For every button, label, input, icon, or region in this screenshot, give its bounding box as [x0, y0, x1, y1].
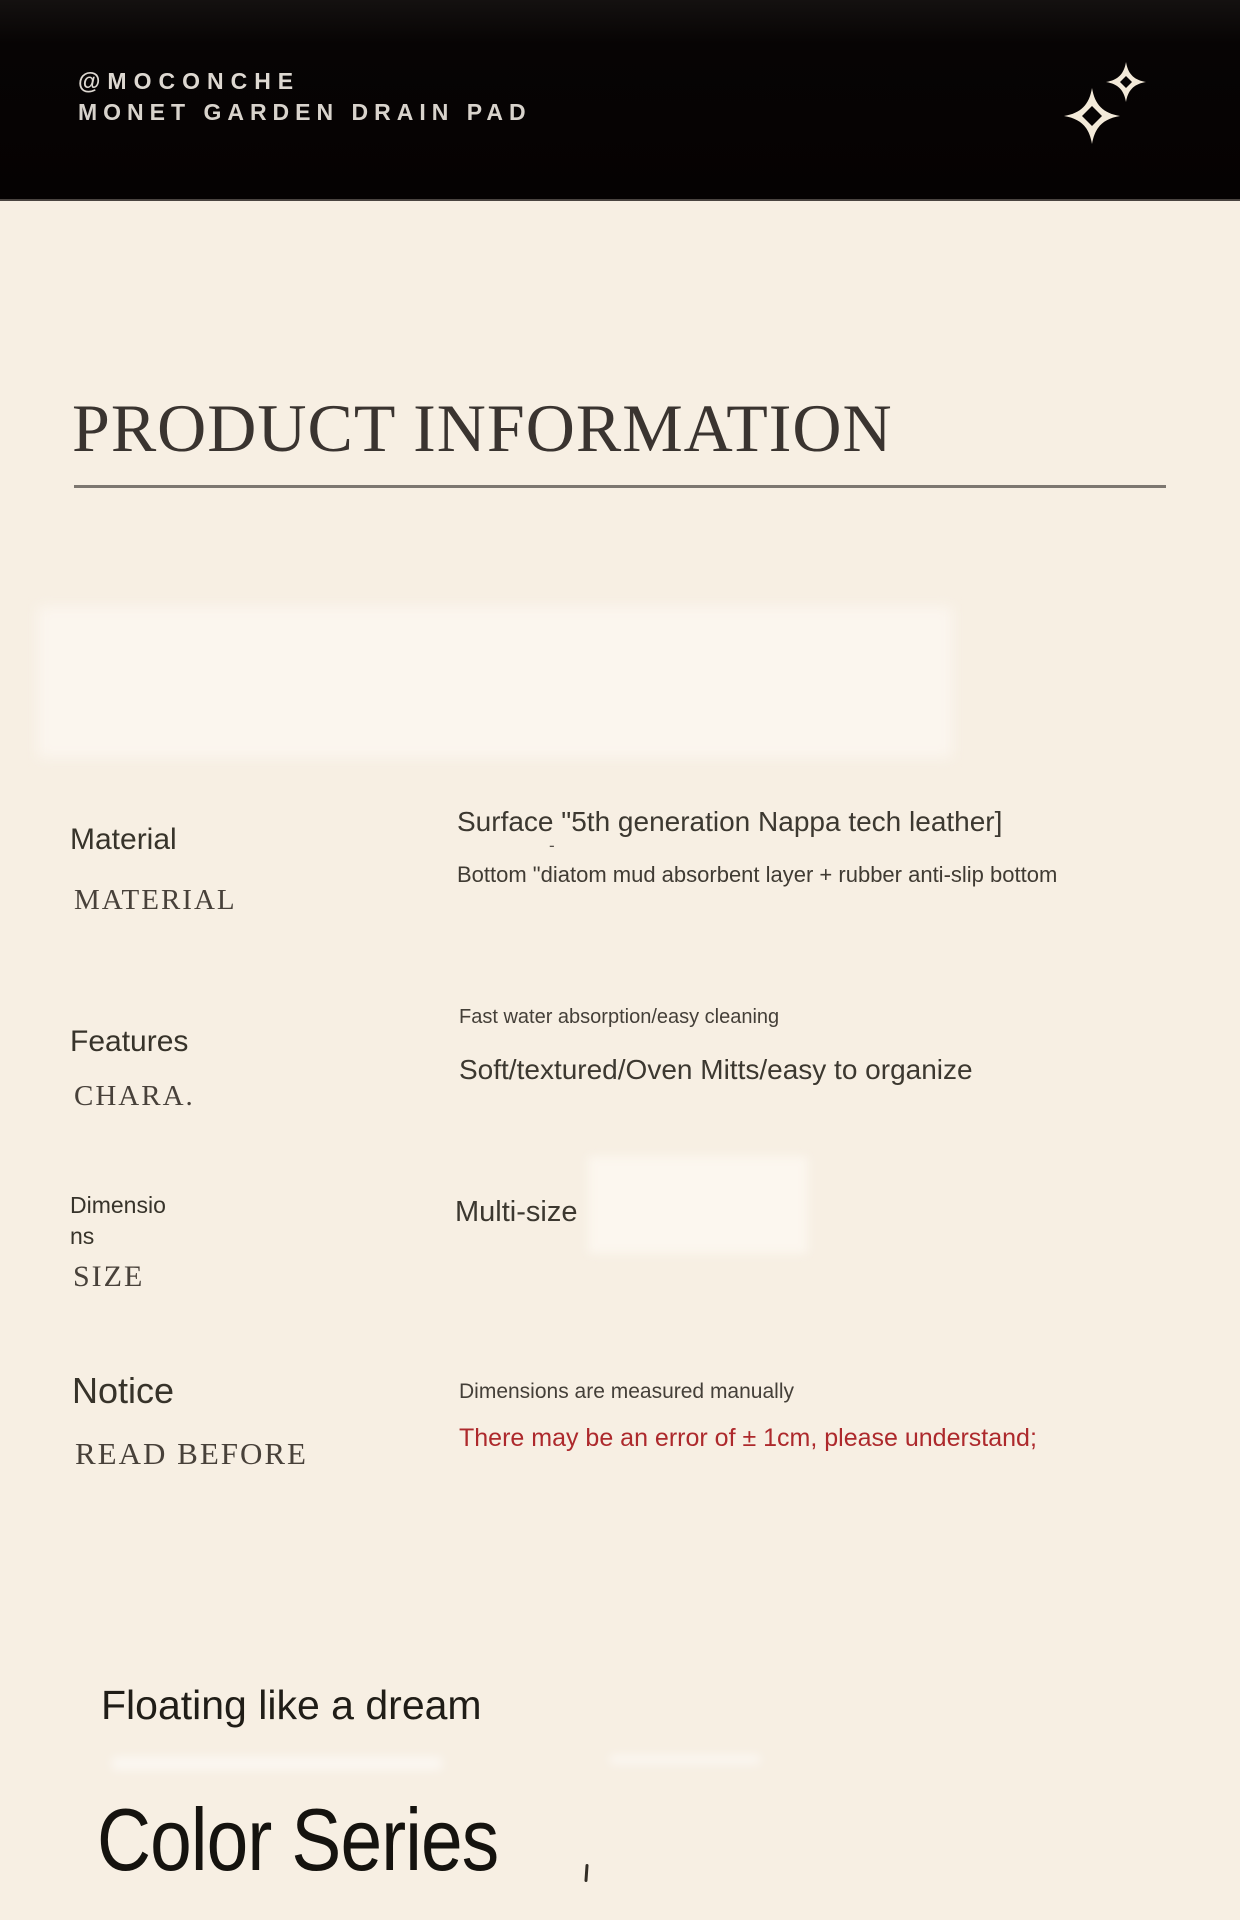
material-sublabel: MATERIAL: [74, 884, 237, 916]
color-series-heading: Color Series: [97, 1790, 499, 1889]
notice-sublabel: READ BEFORE: [75, 1436, 308, 1471]
dimensions-label-line2: ns: [70, 1223, 95, 1249]
sparkle-icon: [1056, 56, 1156, 151]
notice-small-text: Dimensions are measured manually: [459, 1380, 794, 1403]
material-dash: -: [549, 836, 555, 855]
dimensions-value: Multi-size: [455, 1196, 578, 1228]
dimensions-label-line1: Dimensio: [70, 1192, 166, 1218]
stray-mark: [584, 1864, 588, 1882]
notice-warning-text: There may be an error of ± 1cm, please understand;: [459, 1424, 1037, 1452]
erased-text-smudge: [610, 1755, 760, 1764]
header-bar: [0, 0, 1240, 201]
footer-tagline: Floating like a dream: [101, 1682, 482, 1728]
dimensions-label: [70, 1190, 166, 1252]
features-main-text: Soft/textured/Oven Mitts/easy to organize: [459, 1054, 973, 1085]
brand-block: [78, 66, 532, 128]
dimensions-sublabel: SIZE: [73, 1260, 145, 1293]
brand-handle: @MOCONCHE: [78, 68, 301, 94]
features-sublabel: CHARA.: [74, 1080, 195, 1112]
faded-size-image-area: [588, 1156, 808, 1254]
features-label: Features: [70, 1025, 189, 1058]
page-title: PRODUCT INFORMATION: [72, 390, 893, 466]
faded-image-area: [37, 606, 953, 758]
material-bottom-text: Bottom "diatom mud absorbent layer + rubber anti-slip bottom: [457, 862, 1058, 887]
material-surface-text: Surface "5th generation Nappa tech leather]: [457, 806, 1003, 837]
notice-label: Notice: [72, 1370, 175, 1411]
title-underline: [74, 485, 1166, 488]
erased-text-smudge: [112, 1757, 442, 1770]
features-small-text: Fast water absorption/easy cleaning: [459, 1006, 780, 1028]
product-name: MONET GARDEN DRAIN PAD: [78, 99, 532, 125]
material-label: Material: [70, 823, 177, 856]
